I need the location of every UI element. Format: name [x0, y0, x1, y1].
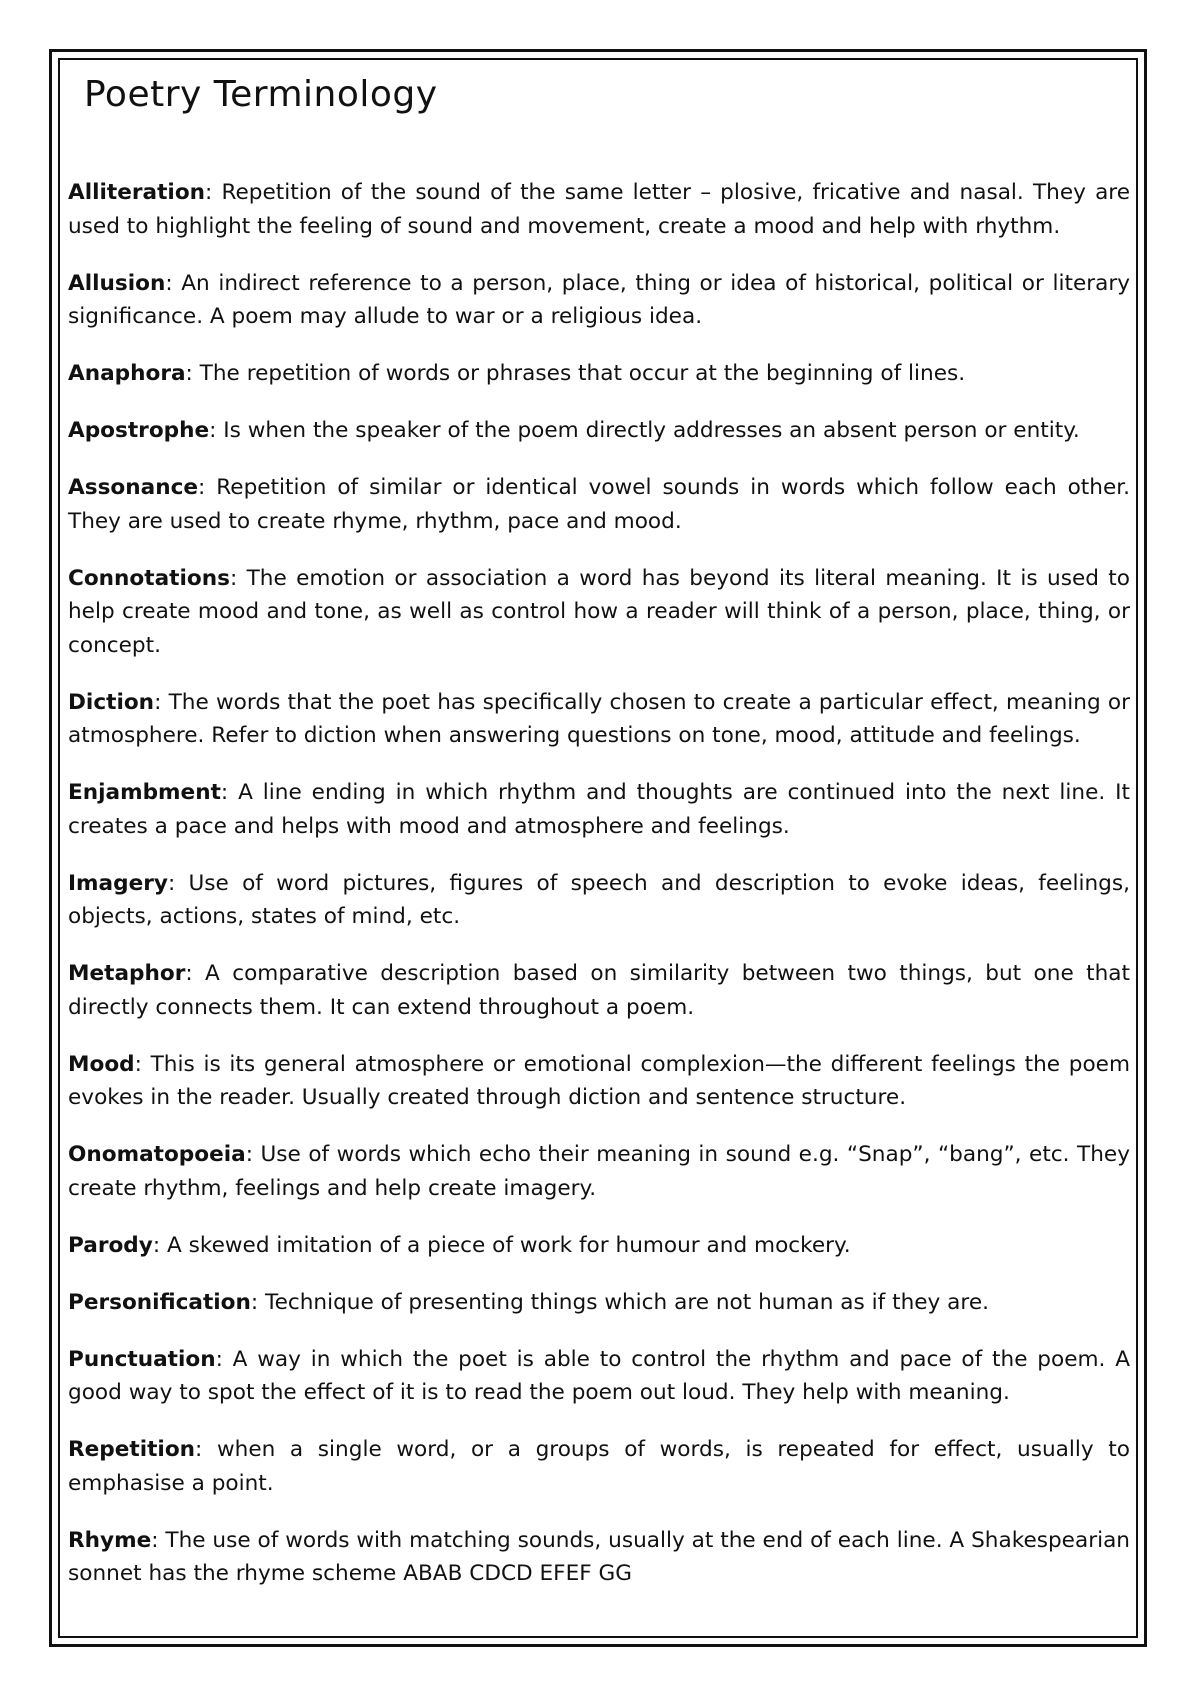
term-label: Allusion [68, 270, 166, 296]
term-definition: : A line ending in which rhythm and thoughts are continued into the next line. It creates a pace and helps with mood and atmosphere and feelings. [68, 780, 1130, 839]
term-definition: : Use of words which echo their meaning in sound e.g. “Snap”, “bang”, etc. They create rhythm, feelings and help create imagery. [68, 1142, 1130, 1201]
term-definition: : Use of word pictures, figures of speech and description to evoke ideas, feelings, objects, actions, states of mind, etc. [68, 870, 1130, 929]
term-definition: : Repetition of the sound of the same letter – plosive, fricative and nasal. They are used to highlight the feeling of sound and movement, create a mood and help with rhythm. [68, 180, 1130, 239]
term-definition: : An indirect reference to a person, place, thing or idea of historical, political or literary significance. A poem may allude to war or a religious idea. [68, 270, 1130, 329]
term-definition: : The words that the poet has specifically chosen to create a particular effect, meaning or atmosphere. Refer to diction when answering questions on tone, mood, attitude and feelings. [68, 689, 1130, 748]
term-label: Anaphora [68, 361, 186, 386]
term-definition: : Technique of presenting things which are not human as if they are. [250, 1289, 989, 1315]
term-label: Enjambment [68, 780, 221, 805]
term-label: Apostrophe [68, 418, 210, 443]
term-definition: : The emotion or association a word has beyond its literal meaning. It is used to help create mood and tone, as well as control how a reader will think of a person, place, thing, or concept. [68, 565, 1130, 658]
term-definition: : Is when the speaker of the poem directly addresses an absent person or entity. [209, 418, 1080, 443]
term-label: Personification [68, 1289, 251, 1315]
term-label: Metaphor [68, 961, 186, 986]
term-definition: : A way in which the poet is able to control the rhythm and pace of the poem. A good way to spot the effect of it is to read the poem out loud. They help with meaning. [68, 1346, 1130, 1405]
entry-repetition [68, 1433, 1130, 1500]
term-label: Parody [68, 1232, 153, 1258]
entry-personification [68, 1286, 1130, 1320]
term-label: Mood [68, 1051, 135, 1077]
term-definition: : The repetition of words or phrases that occur at the beginning of lines. [185, 361, 966, 386]
term-label: Repetition [68, 1437, 196, 1462]
entry-enjambment [68, 776, 1130, 843]
term-label: Assonance [68, 475, 199, 500]
term-label: Alliteration [68, 180, 206, 205]
entry-onomatopoeia [68, 1138, 1130, 1205]
term-definition: : The use of words with matching sounds, usually at the end of each line. A Shakespearian sonnet has the rhyme scheme ABAB CDCD EFEF GG [68, 1527, 1130, 1586]
entry-punctuation [68, 1343, 1130, 1410]
term-definition: : when a single word, or a groups of words, is repeated for effect, usually to emphasise a point. [68, 1437, 1130, 1496]
term-definition: : A skewed imitation of a piece of work for humour and mockery. [152, 1232, 851, 1258]
term-label: Rhyme [68, 1527, 152, 1553]
term-label: Diction [68, 689, 155, 715]
term-definition: : A comparative description based on similarity between two things, but one that directly connects them. It can extend throughout a poem. [68, 961, 1130, 1020]
entry-connotations [68, 562, 1130, 663]
entry-rhyme [68, 1524, 1130, 1591]
page-title: Poetry Terminology [84, 74, 438, 115]
entry-mood [68, 1048, 1130, 1115]
entry-metaphor [68, 957, 1130, 1024]
term-definition: : This is its general atmosphere or emotional complexion—the different feelings the poem evokes in the reader. Usually created through diction and sentence structure. [68, 1051, 1130, 1110]
entry-imagery [68, 867, 1130, 934]
entry-anaphora [68, 357, 1130, 391]
entry-assonance [68, 471, 1130, 538]
entry-diction [68, 686, 1130, 753]
term-label: Onomatopoeia [68, 1142, 246, 1167]
entry-allusion [68, 267, 1130, 334]
term-label: Connotations [68, 565, 230, 591]
term-label: Punctuation [68, 1346, 216, 1372]
terminology-list [68, 176, 1130, 1614]
entry-parody [68, 1229, 1130, 1263]
term-label: Imagery [68, 870, 168, 896]
entry-apostrophe [68, 414, 1130, 448]
entry-alliteration [68, 176, 1130, 243]
term-definition: : Repetition of similar or identical vowel sounds in words which follow each other. They are used to create rhyme, rhythm, pace and mood. [68, 475, 1130, 534]
